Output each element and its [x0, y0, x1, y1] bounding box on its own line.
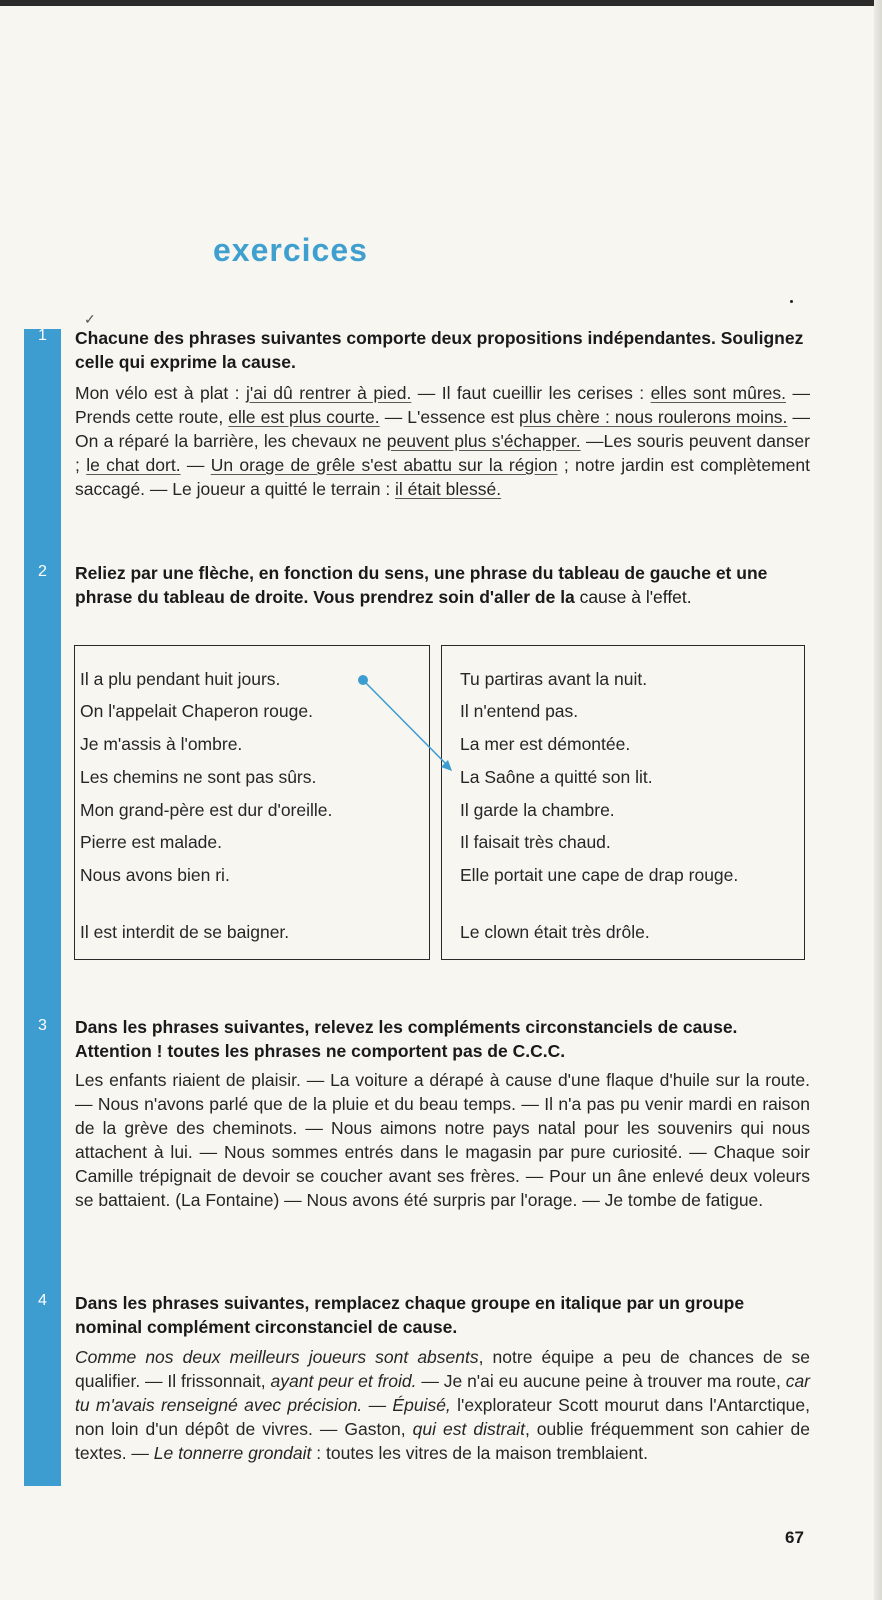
right-sentence: Le clown était très drôle. [460, 922, 650, 942]
exercise-1-text: Mon vélo est à plat : j'ai dû rentrer à pied. — Il faut cueillir les cerises : elles sont mûres. — Prends cette route, elle est plus courte. — L'essence est plus chère : nous roulerons moins. — On a réparé la barrière, les chevaux ne peuvent plus s'échapper. —Les souris peuvent danser ; le chat dort. — Un orage de grêle s'est abattu sur la région ; notre jardin est complètement saccagé. — Le joueur a quitté le terrain : il était blessé. [75, 383, 810, 499]
left-sentence: Il est interdit de se baigner. [80, 922, 290, 942]
exercise-3-text: Les enfants riaient de plaisir. — La voiture a dérapé à cause d'une flaque d'huile sur la route. — Nous n'avons parlé que de la pluie et du beau temps. — Il n'a pas pu venir mardi en raison de la grève des cheminots. — Nous aimons notre pays natal pour les souvenirs qui nous attachent à lui. — Nous sommes entrés dans le magasin par pure curiosité. — Chaque soir Camille trépignait de devoir se coucher avant ses frères. — Pour un âne enlevé deux voleurs se battaient. (La Fontaine) — Nous avons été surpris par l'orage. — Je tombe de fatigue. [75, 1070, 810, 1210]
left-sentence: Je m'assis à l'ombre. [80, 734, 243, 754]
right-sentence: Il garde la chambre. [460, 800, 615, 820]
right-sentence: Tu partiras avant la nuit. [460, 669, 648, 689]
left-sentence: Nous avons bien ri. [80, 865, 230, 885]
left-sentence: On l'appelait Chaperon rouge. [80, 701, 313, 721]
exercise-4-instruction: Dans les phrases suivantes, remplacez chaque groupe en italique par un groupe nominal complément circonstanciel de cause. [75, 1293, 745, 1337]
right-sentence: La mer est démontée. [460, 734, 631, 754]
left-sentence: Pierre est malade. [80, 832, 223, 852]
exercise-number-4: 4 [38, 1292, 47, 1309]
page-title: exercices [213, 232, 368, 268]
page-number: 67 [785, 1528, 804, 1547]
left-sentence: Il a plu pendant huit jours. [80, 669, 281, 689]
right-sentence: Il n'entend pas. [460, 701, 579, 721]
exercise-number-1: 1 [38, 327, 47, 344]
exercise-number-2: 2 [38, 563, 47, 580]
exercise-3-instruction: Dans les phrases suivantes, relevez les compléments circonstanciels de cause. Attention ! toutes les phrases ne comportent pas de C.C.C. [75, 1017, 738, 1061]
right-sentence: La Saône a quitté son lit. [460, 767, 653, 787]
exercise-4-text: Comme nos deux meilleurs joueurs sont absents, notre équipe a peu de chances de se qualifier. — Il frissonnait, ayant peur et froid. — Je n'ai eu aucune peine à trouver ma route, car tu m'avais renseigné avec précision. — Épuisé, l'explorateur Scott mourut dans l'Antarctique, non loin d'un dépôt de vivres. — Gaston, qui est distrait, oublie fréquemment son cahier de textes. — Le tonnerre grondait : toutes les vitres de la maison tremblaient. [75, 1347, 811, 1463]
arrow-head [441, 760, 452, 771]
left-sentence: Mon grand-père est dur d'oreille. [80, 800, 333, 820]
exercise-1-instruction: Chacune des phrases suivantes comporte deux propositions indépendantes. Soulignez celle qui exprime la cause. [75, 328, 804, 372]
right-sentence: Elle portait une cape de drap rouge. [460, 865, 739, 885]
exercise-2-instruction: Reliez par une flèche, en fonction du sens, une phrase du tableau de gauche et une phrase du tableau de droite. Vous prendrez soin d'aller de la cause à l'effet. [75, 563, 768, 607]
check-mark: ✓ [84, 311, 96, 327]
left-sentence: Les chemins ne sont pas sûrs. [80, 767, 317, 787]
exercise-number-3: 3 [38, 1017, 47, 1034]
right-sentence: Il faisait très chaud. [460, 832, 611, 852]
arrow-line [363, 680, 450, 768]
